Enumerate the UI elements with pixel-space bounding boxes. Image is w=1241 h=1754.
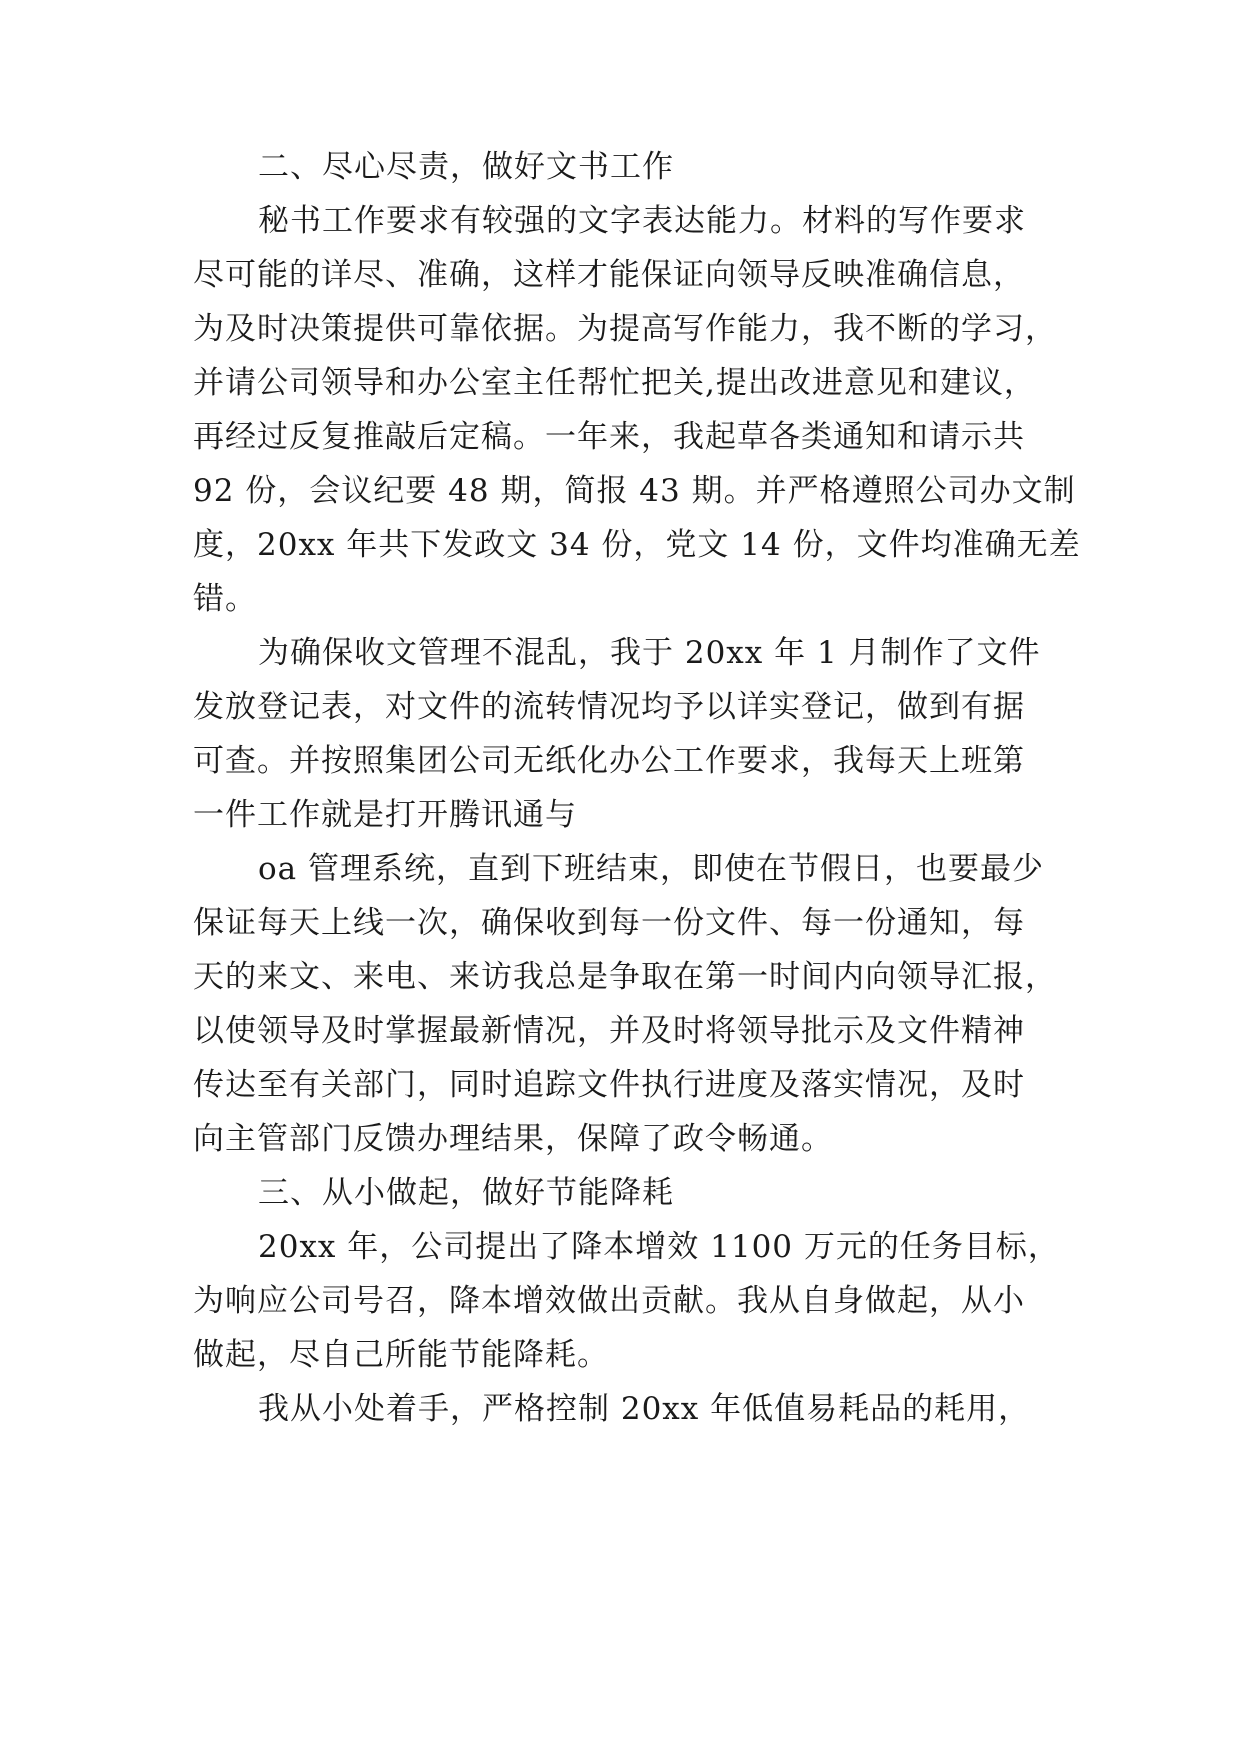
paragraph-line: 92 份，会议纪要 48 期，简报 43 期。并严格遵照公司办文制 <box>193 473 1076 509</box>
paragraph-line: 一件工作就是打开腾讯通与 <box>193 797 577 833</box>
paragraph-line: 可查。并按照集团公司无纸化办公工作要求，我每天上班第 <box>193 743 1025 779</box>
paragraph-line: 我从小处着手，严格控制 20xx 年低值易耗品的耗用， <box>258 1391 1031 1427</box>
paragraph-line: oa 管理系统，直到下班结束，即使在节假日，也要最少 <box>258 851 1044 887</box>
paragraph-line: 以使领导及时掌握最新情况，并及时将领导批示及文件精神 <box>193 1013 1025 1049</box>
section-heading-2: 二、尽心尽责，做好文书工作 <box>258 149 674 185</box>
paragraph-line: 度，20xx 年共下发政文 34 份，党文 14 份，文件均准确无差 <box>193 527 1081 563</box>
paragraph-line: 再经过反复推敲后定稿。一年来，我起草各类通知和请示共 <box>193 419 1025 455</box>
paragraph-line: 秘书工作要求有较强的文字表达能力。材料的写作要求 <box>258 203 1026 239</box>
paragraph-line: 尽可能的详尽、准确，这样才能保证向领导反映准确信息， <box>193 257 1025 293</box>
paragraph-line: 错。 <box>193 581 257 617</box>
paragraph-line: 天的来文、来电、来访我总是争取在第一时间内向领导汇报， <box>193 959 1057 995</box>
paragraph-line: 传达至有关部门，同时追踪文件执行进度及落实情况，及时 <box>193 1067 1025 1103</box>
paragraph-line: 20xx 年，公司提出了降本增效 1100 万元的任务目标， <box>258 1229 1060 1265</box>
paragraph-line: 做起，尽自己所能节能降耗。 <box>193 1337 609 1373</box>
paragraph-line: 发放登记表，对文件的流转情况均予以详实登记，做到有据 <box>193 689 1025 725</box>
paragraph-line: 为确保收文管理不混乱，我于 20xx 年 1 月制作了文件 <box>258 635 1041 671</box>
section-heading-3: 三、从小做起，做好节能降耗 <box>258 1175 674 1211</box>
paragraph-line: 保证每天上线一次，确保收到每一份文件、每一份通知，每 <box>193 905 1025 941</box>
paragraph-line: 为响应公司号召，降本增效做出贡献。我从自身做起，从小 <box>193 1283 1025 1319</box>
paragraph-line: 并请公司领导和办公室主任帮忙把关,提出改进意见和建议， <box>193 365 1036 401</box>
paragraph-line: 向主管部门反馈办理结果，保障了政令畅通。 <box>193 1121 833 1157</box>
paragraph-line: 为及时决策提供可靠依据。为提高写作能力，我不断的学习， <box>193 311 1057 347</box>
